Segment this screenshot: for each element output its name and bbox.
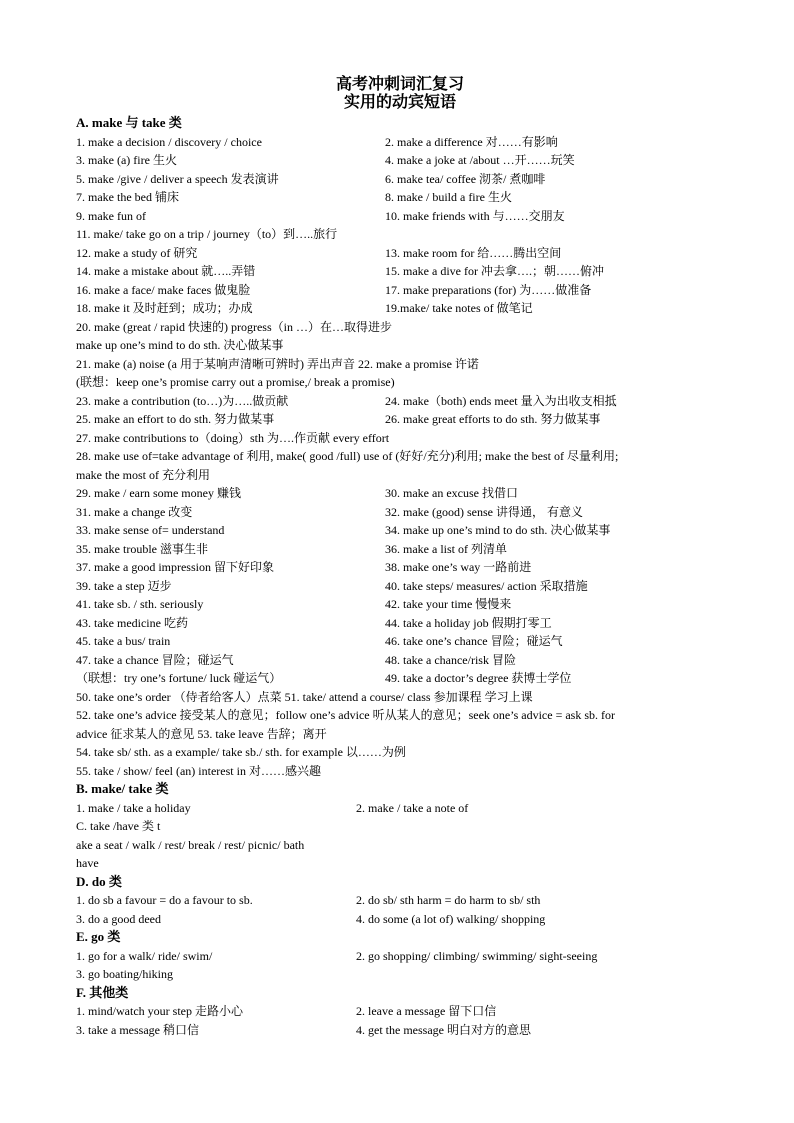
phrase-row xyxy=(76,484,724,503)
phrase-item: 40. take steps/ measures/ action 采取措施 xyxy=(385,578,588,593)
phrase-row xyxy=(76,410,724,429)
phrase-item: 21. make (a) noise (a 用于某响声清晰可辨时) 弄出声音 22. make a promise 许诺 xyxy=(76,356,479,371)
phrase-item: 24. make（both) ends meet 量入为出收支相抵 xyxy=(385,393,617,408)
phrase-row xyxy=(76,262,724,281)
phrase-row xyxy=(76,318,724,337)
phrase-row xyxy=(76,577,724,596)
phrase-row xyxy=(76,429,724,448)
phrase-item: 47. take a chance 冒险；碰运气 xyxy=(76,652,234,667)
section-c-heading-row xyxy=(76,817,724,836)
section-a-list xyxy=(76,133,724,781)
phrase-item: 1. mind/watch your step 走路小心 xyxy=(76,1004,243,1018)
phrase-item: 16. make a face/ make faces 做鬼脸 xyxy=(76,282,251,297)
phrase-row xyxy=(76,466,724,485)
phrase-item: 1. make a decision / discovery / choice xyxy=(76,134,262,149)
phrase-item: 44. take a holiday job 假期打零工 xyxy=(385,615,552,630)
phrase-item: 18. make it 及时赶到；成功；办成 xyxy=(76,301,253,315)
phrase-row xyxy=(76,299,724,318)
phrase-item: 4. make a joke at /about …开……玩笑 xyxy=(385,153,575,167)
phrase-row xyxy=(76,910,724,929)
phrase-row xyxy=(76,614,724,633)
phrase-item: 1. go for a walk/ ride/ swim/ xyxy=(76,948,213,963)
phrase-item: 8. make / build a fire 生火 xyxy=(385,190,512,204)
phrase-item: (联想：keep one’s promise carry out a promise,/ break a promise) xyxy=(76,375,395,389)
phrase-item: 3. make (a) fire 生火 xyxy=(76,153,177,167)
phrase-item: 42. take your time 慢慢来 xyxy=(385,597,512,611)
phrase-row xyxy=(76,799,724,818)
phrase-item: 19.make/ take notes of 做笔记 xyxy=(385,301,533,315)
section-f-heading: F. 其他类 xyxy=(76,984,129,1000)
phrase-item: 6. make tea/ coffee 沏茶/ 煮咖啡 xyxy=(385,171,546,186)
phrase-row xyxy=(76,1021,724,1040)
section-c-heading: C. take /have 类 t xyxy=(76,819,161,833)
phrase-item: 36. make a list of 列清单 xyxy=(385,541,507,556)
document-page xyxy=(76,76,724,1039)
section-b-heading: B. make/ take 类 xyxy=(76,781,169,796)
phrase-row xyxy=(76,669,724,688)
phrase-row xyxy=(76,170,724,189)
phrase-item: 14. make a mistake about 就…..弄错 xyxy=(76,264,256,278)
phrase-row xyxy=(76,207,724,226)
phrase-item: 48. take a chance/risk 冒险 xyxy=(385,652,516,667)
phrase-item: have xyxy=(76,856,99,870)
phrase-item: 31. make a change 改变 xyxy=(76,504,193,519)
phrase-item: 34. make up one’s mind to do sth. 决心做某事 xyxy=(385,523,611,537)
phrase-row xyxy=(76,540,724,559)
phrase-item: 27. make contributions to（doing）sth 为….作贡献 every effort xyxy=(76,430,390,445)
phrase-item: 20. make (great / rapid 快速的) progress（in …）在…取得进步 xyxy=(76,319,392,334)
phrase-item: 39. take a step 迈步 xyxy=(76,578,172,593)
phrase-item: 17. make preparations (for) 为……做准备 xyxy=(385,282,592,297)
phrase-row xyxy=(76,947,724,966)
section-b-list xyxy=(76,799,724,818)
phrase-item: 45. take a bus/ train xyxy=(76,634,171,648)
phrase-item: 4. do some (a lot of) walking/ shopping xyxy=(356,911,546,926)
phrase-item: 29. make / earn some money 赚钱 xyxy=(76,486,241,500)
phrase-row xyxy=(76,133,724,152)
phrase-item: 52. take one’s advice 接受某人的意见；follow one’s advice 听从某人的意见；seek one’s advice = ask sb. for xyxy=(76,708,615,722)
phrase-item: 41. take sb. / sth. seriously xyxy=(76,597,204,611)
phrase-item: 2. do sb/ sth harm = do harm to sb/ sth xyxy=(356,893,541,907)
phrase-row xyxy=(76,521,724,540)
phrase-item: 2. go shopping/ climbing/ swimming/ sight-seeing xyxy=(356,948,598,963)
phrase-row xyxy=(76,225,724,244)
phrase-row xyxy=(76,336,724,355)
phrase-row xyxy=(76,188,724,207)
phrase-item: make the most of 充分利用 xyxy=(76,467,210,482)
phrase-item: 28. make use of=take advantage of 利用, make( good /full) use of (好好/充分)利用; make the best of 尽量利用; xyxy=(76,449,619,463)
phrase-row xyxy=(76,1002,724,1021)
page-title: 高考冲刺词汇复习 xyxy=(335,76,464,93)
phrase-item: 3. do a good deed xyxy=(76,911,161,926)
phrase-row xyxy=(76,151,724,170)
phrase-item: 2. make a difference 对……有影响 xyxy=(385,134,558,149)
phrase-item: 33. make sense of= understand xyxy=(76,523,225,537)
phrase-item: 49. take a doctor’s degree 获博士学位 xyxy=(385,671,572,685)
phrase-row xyxy=(76,965,724,984)
phrase-item: 7. make the bed 铺床 xyxy=(76,190,179,204)
phrase-item: 13. make room for 给……腾出空间 xyxy=(385,245,562,260)
phrase-item: 55. take / show/ feel (an) interest in 对……感兴趣 xyxy=(76,763,321,778)
phrase-item: 23. make a contribution (to…)为…..做贡献 xyxy=(76,393,289,408)
phrase-item: ake a seat / walk / rest/ break / rest/ picnic/ bath xyxy=(76,837,305,852)
phrase-item: 50. take one’s order （侍者给客人）点菜 51. take/ attend a course/ class 参加课程 学习上课 xyxy=(76,689,533,704)
section-d-heading: D. do 类 xyxy=(76,873,122,889)
phrase-item: 26. make great efforts to do sth. 努力做某事 xyxy=(385,412,601,426)
phrase-item: 3. take a message 稍口信 xyxy=(76,1022,199,1037)
phrase-item: 35. make trouble 滋事生非 xyxy=(76,541,208,556)
section-a-heading: A. make 与 take 类 xyxy=(76,115,182,130)
section-f-list xyxy=(76,1002,724,1039)
phrase-row xyxy=(76,632,724,651)
phrase-row xyxy=(76,595,724,614)
phrase-item: 15. make a dive for 冲去拿….；朝……俯冲 xyxy=(385,264,604,278)
phrase-row xyxy=(76,725,724,744)
phrase-row xyxy=(76,688,724,707)
phrase-item: 30. make an excuse 找借口 xyxy=(385,486,518,500)
phrase-item: advice 征求某人的意见 53. take leave 告辞；离开 xyxy=(76,726,327,741)
phrase-item: 9. make fun of xyxy=(76,208,146,223)
phrase-item: （联想：try one’s fortune/ luck 碰运气） xyxy=(76,671,282,685)
phrase-item: 46. take one’s chance 冒险；碰运气 xyxy=(385,634,563,648)
phrase-row xyxy=(76,743,724,762)
phrase-item: make up one’s mind to do sth. 决心做某事 xyxy=(76,338,284,352)
section-c-list xyxy=(76,836,724,873)
phrase-item: 5. make /give / deliver a speech 发表演讲 xyxy=(76,171,279,186)
section-e-heading: E. go 类 xyxy=(76,929,121,944)
phrase-row xyxy=(76,447,724,466)
phrase-row xyxy=(76,355,724,374)
phrase-row xyxy=(76,854,724,873)
phrase-item: 25. make an effort to do sth. 努力做某事 xyxy=(76,412,275,426)
phrase-row xyxy=(76,392,724,411)
phrase-item: 54. take sb/ sth. as a example/ take sb./ sth. for example 以……为例 xyxy=(76,745,406,759)
phrase-item: 1. do sb a favour = do a favour to sb. xyxy=(76,893,253,907)
phrase-row xyxy=(76,762,724,781)
phrase-row xyxy=(76,503,724,522)
section-d-list xyxy=(76,891,724,928)
phrase-item: 10. make friends with 与……交朋友 xyxy=(385,208,565,223)
phrase-item: 1. make / take a holiday xyxy=(76,800,191,815)
phrase-row xyxy=(76,651,724,670)
phrase-item: 38. make one’s way 一路前进 xyxy=(385,560,532,574)
phrase-item: 2. make / take a note of xyxy=(356,800,469,815)
phrase-item: 43. take medicine 吃药 xyxy=(76,615,188,630)
phrase-row xyxy=(76,836,724,855)
phrase-row xyxy=(76,706,724,725)
phrase-item: 12. make a study of 研究 xyxy=(76,245,198,260)
phrase-row xyxy=(76,891,724,910)
phrase-row xyxy=(76,373,724,392)
phrase-item: 37. make a good impression 留下好印象 xyxy=(76,560,274,574)
page-subtitle: 实用的动宾短语 xyxy=(343,94,456,111)
phrase-item: 11. make/ take go on a trip / journey（to）到…..旅行 xyxy=(76,227,338,241)
phrase-item: 3. go boating/hiking xyxy=(76,967,173,981)
section-e-list xyxy=(76,947,724,984)
phrase-row xyxy=(76,558,724,577)
phrase-item: 2. leave a message 留下口信 xyxy=(356,1004,497,1018)
phrase-item: 32. make (good) sense 讲得通， 有意义 xyxy=(385,504,583,519)
phrase-row xyxy=(76,281,724,300)
phrase-item: 4. get the message 明白对方的意思 xyxy=(356,1022,531,1037)
phrase-row xyxy=(76,244,724,263)
